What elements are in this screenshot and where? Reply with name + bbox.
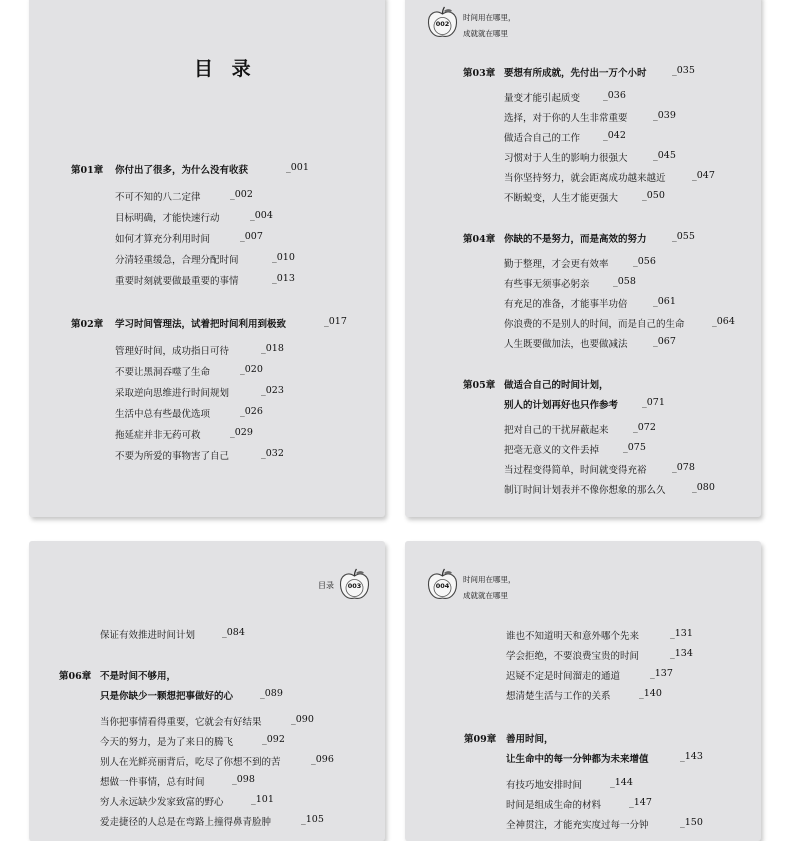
section-page: _056 xyxy=(633,256,656,267)
section-title: 爱走捷径的人总是在弯路上撞得鼻青脸肿 xyxy=(100,817,272,828)
chapter-title-line1: 做适合自己的时间计划， xyxy=(504,380,609,391)
section-title: 拖延症并非无药可救 xyxy=(115,430,201,441)
section-title: 有技巧地安排时间 xyxy=(506,780,583,791)
section-title: 量变才能引起质变 xyxy=(504,93,581,104)
section-page: _058 xyxy=(613,276,636,287)
page-number: 003 xyxy=(347,582,362,590)
chapter-page: _017 xyxy=(324,316,347,327)
section-page: _029 xyxy=(230,427,253,438)
section-title: 你浪费的不是别人的时间，而是自己的生命 xyxy=(504,319,685,330)
section-title: 保证有效推进时间计划 xyxy=(100,630,196,641)
section-page: _039 xyxy=(653,110,676,121)
section-page: _023 xyxy=(261,385,284,396)
toc-page-1 xyxy=(29,0,385,517)
chapter-label: 第04章 xyxy=(463,234,496,245)
section-title: 不要让黑洞吞噬了生命 xyxy=(115,367,211,378)
chapter-page: _001 xyxy=(286,162,309,173)
apple-icon xyxy=(339,568,370,601)
section-page: _134 xyxy=(670,648,693,659)
section-title: 制订时间计划表并不像你想象的那么久 xyxy=(504,485,666,496)
section-page: _013 xyxy=(272,273,295,284)
section-title: 穷人永远缺少发家致富的野心 xyxy=(100,797,224,808)
section-title: 当过程变得简单，时间就变得充裕 xyxy=(504,465,647,476)
section-page: _050 xyxy=(642,190,665,201)
section-title: 当你把事情看得重要，它就会有好结果 xyxy=(100,717,262,728)
chapter-page: _143 xyxy=(680,751,703,762)
section-title: 有充足的准备，才能事半功倍 xyxy=(504,299,628,310)
section-title: 把对自己的干扰屏蔽起来 xyxy=(504,425,609,436)
toc-page-2 xyxy=(405,0,761,517)
section-title: 管理好时间，成功指日可待 xyxy=(115,346,230,357)
section-title: 迟疑不定是时间溜走的通道 xyxy=(506,671,621,682)
section-page: _080 xyxy=(692,482,715,493)
section-page: _007 xyxy=(240,231,263,242)
section-title: 有些事无须事必躬亲 xyxy=(504,279,590,290)
section-title: 目标明确，才能快速行动 xyxy=(115,213,220,224)
section-title: 采取逆向思维进行时间规划 xyxy=(115,388,230,399)
section-page: _064 xyxy=(712,316,735,327)
chapter-title: 只是你缺少一颗想把事做好的心 xyxy=(100,691,234,702)
section-title: 时间是组成生命的材料 xyxy=(506,800,602,811)
section-page: _090 xyxy=(291,714,314,725)
chapter-title: 别人的计划再好也只作参考 xyxy=(504,400,619,411)
section-page: _105 xyxy=(301,814,324,825)
chapter-title: 让生命中的每一分钟都为未来增值 xyxy=(506,754,649,765)
section-title: 分清轻重缓急，合理分配时间 xyxy=(115,255,239,266)
section-page: _045 xyxy=(653,150,676,161)
section-page: _084 xyxy=(222,627,245,638)
section-page: _004 xyxy=(250,210,273,221)
section-page: _018 xyxy=(261,343,284,354)
chapter-label: 第06章 xyxy=(59,671,92,682)
chapter-title: 你付出了很多，为什么没有收获 xyxy=(115,165,249,176)
page-number: 002 xyxy=(435,20,450,28)
section-page: _147 xyxy=(629,797,652,808)
section-title: 想清楚生活与工作的关系 xyxy=(506,691,611,702)
section-title: 重要时刻就要做最重要的事情 xyxy=(115,276,239,287)
section-title: 习惯对于人生的影响力很强大 xyxy=(504,153,628,164)
apple-icon xyxy=(427,6,458,39)
chapter-page: _071 xyxy=(642,397,665,408)
section-page: _032 xyxy=(261,448,284,459)
section-page: _144 xyxy=(610,777,633,788)
running-header-line2: 成就就在哪里 xyxy=(463,29,508,38)
section-title: 如何才算充分利用时间 xyxy=(115,234,211,245)
section-page: _020 xyxy=(240,364,263,375)
section-title: 不可不知的八二定律 xyxy=(115,192,201,203)
chapter-page: _089 xyxy=(260,688,283,699)
section-title: 学会拒绝，不要浪费宝贵的时间 xyxy=(506,651,640,662)
section-title: 不要为所爱的事物害了自己 xyxy=(115,451,230,462)
toc-page-4 xyxy=(405,541,761,841)
section-page: _075 xyxy=(623,442,646,453)
section-title: 选择，对于你的人生非常重要 xyxy=(504,113,628,124)
chapter-title: 学习时间管理法，试着把时间利用到极致 xyxy=(115,319,287,330)
section-page: _150 xyxy=(680,817,703,828)
chapter-label: 第09章 xyxy=(464,734,497,745)
section-title: 谁也不知道明天和意外哪个先来 xyxy=(506,631,640,642)
chapter-page: _055 xyxy=(672,231,695,242)
section-page: _096 xyxy=(311,754,334,765)
section-page: _002 xyxy=(230,189,253,200)
chapter-title: 你缺的不是努力，而是高效的努力 xyxy=(504,234,647,245)
section-page: _140 xyxy=(639,688,662,699)
section-title: 不断蜕变，人生才能更强大 xyxy=(504,193,619,204)
section-page: _010 xyxy=(272,252,295,263)
section-page: _137 xyxy=(650,668,673,679)
section-page: _026 xyxy=(240,406,263,417)
toc-page-3 xyxy=(29,541,385,841)
section-title: 人生既要做加法，也要做减法 xyxy=(504,339,628,350)
section-title: 当你坚持努力，就会距离成功越来越近 xyxy=(504,173,666,184)
section-page: _036 xyxy=(603,90,626,101)
page-number: 004 xyxy=(435,582,450,590)
running-header-line2: 成就就在哪里 xyxy=(463,591,508,600)
section-title: 今天的努力，是为了来日的腾飞 xyxy=(100,737,234,748)
section-page: _098 xyxy=(232,774,255,785)
section-title: 全神贯注，才能充实度过每一分钟 xyxy=(506,820,649,831)
section-page: _101 xyxy=(251,794,274,805)
section-page: _092 xyxy=(262,734,285,745)
section-page: _042 xyxy=(603,130,626,141)
chapter-label: 第01章 xyxy=(71,165,104,176)
chapter-label: 第05章 xyxy=(463,380,496,391)
section-page: _061 xyxy=(653,296,676,307)
section-page: _078 xyxy=(672,462,695,473)
section-title: 想做一件事情，总有时间 xyxy=(100,777,205,788)
chapter-label: 第03章 xyxy=(463,68,496,79)
toc-title: 目 录 xyxy=(194,58,257,80)
chapter-title: 要想有所成就，先付出一万个小时 xyxy=(504,68,647,79)
section-page: _067 xyxy=(653,336,676,347)
running-header-line1: 时间用在哪里， xyxy=(463,13,516,22)
section-page: _131 xyxy=(670,628,693,639)
chapter-title-line1: 善用时间， xyxy=(506,734,554,745)
section-title: 生活中总有些最优选项 xyxy=(115,409,211,420)
section-title: 做适合自己的工作 xyxy=(504,133,581,144)
section-page: _072 xyxy=(633,422,656,433)
running-header-line1: 时间用在哪里， xyxy=(463,575,516,584)
chapter-page: _035 xyxy=(672,65,695,76)
section-title: 勤于整理，才会更有效率 xyxy=(504,259,609,270)
chapter-title-line1: 不是时间不够用， xyxy=(100,671,177,682)
section-title: 别人在光鲜亮丽背后，吃尽了你想不到的苦 xyxy=(100,757,281,768)
section-page: _047 xyxy=(692,170,715,181)
running-header-label: 目录 xyxy=(318,581,334,590)
chapter-label: 第02章 xyxy=(71,319,104,330)
apple-icon xyxy=(427,568,458,601)
section-title: 把毫无意义的文件丢掉 xyxy=(504,445,600,456)
